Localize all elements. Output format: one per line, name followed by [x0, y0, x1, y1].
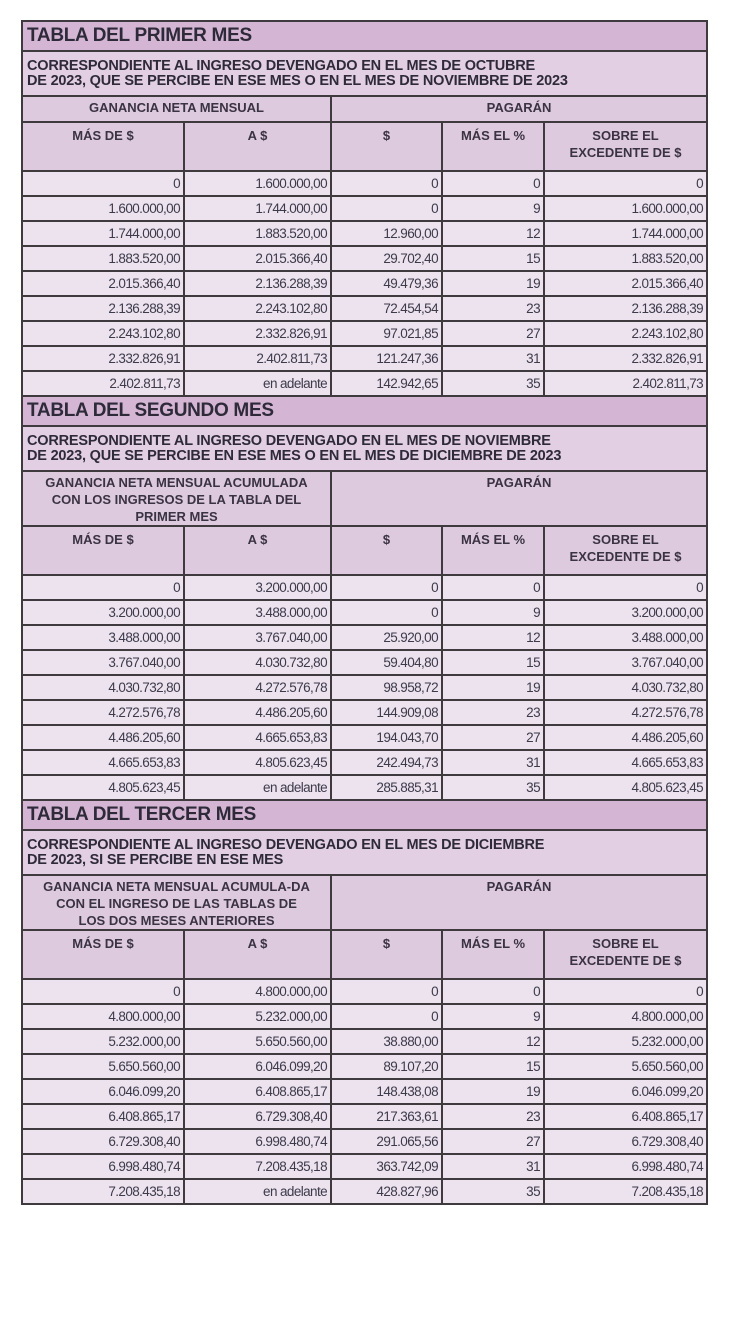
- cell-to: 4.030.732,80: [184, 650, 331, 675]
- cell-fixed-amount: 217.363,61: [331, 1104, 442, 1129]
- cell-fixed-amount: 25.920,00: [331, 625, 442, 650]
- header-fixed-amount: $: [331, 526, 442, 575]
- cell-to: 2.243.102,80: [184, 296, 331, 321]
- cell-excess-over: 2.015.366,40: [544, 271, 707, 296]
- subtitle-line-2: DE 2023, QUE SE PERCIBE EN ESE MES O EN EL MES DE NOVIEMBRE DE 2023: [27, 72, 568, 89]
- header-to: A $: [184, 930, 331, 979]
- cell-excess-over: 4.030.732,80: [544, 675, 707, 700]
- table-row: [22, 750, 707, 775]
- cell-excess-over: 4.800.000,00: [544, 1004, 707, 1029]
- column-header-row: [22, 122, 707, 171]
- cell-percent: 12: [442, 1029, 544, 1054]
- subtitle-line-1: CORRESPONDIENTE AL INGRESO DEVENGADO EN EL MES DE DICIEMBRE: [27, 836, 545, 853]
- cell-fixed-amount: 144.909,08: [331, 700, 442, 725]
- cell-percent: 23: [442, 700, 544, 725]
- group-pagaran: PAGARÁN: [331, 875, 707, 930]
- column-header-row: [22, 526, 707, 575]
- cell-fixed-amount: 363.742,09: [331, 1154, 442, 1179]
- cell-fixed-amount: 285.885,31: [331, 775, 442, 800]
- cell-from: 2.332.826,91: [22, 346, 184, 371]
- cell-to: 2.015.366,40: [184, 246, 331, 271]
- header-percent: MÁS EL %: [442, 930, 544, 979]
- cell-from: 4.805.623,45: [22, 775, 184, 800]
- table-subtitle: [22, 426, 707, 471]
- table-row: [22, 246, 707, 271]
- table-row: [22, 296, 707, 321]
- cell-percent: 0: [442, 575, 544, 600]
- table-row: [22, 1029, 707, 1054]
- table-title: TABLA DEL TERCER MES: [22, 800, 707, 830]
- cell-to: 6.998.480,74: [184, 1129, 331, 1154]
- cell-excess-over: 3.767.040,00: [544, 650, 707, 675]
- cell-from: 2.136.288,39: [22, 296, 184, 321]
- cell-excess-over: 5.232.000,00: [544, 1029, 707, 1054]
- cell-excess-over: 5.650.560,00: [544, 1054, 707, 1079]
- cell-excess-over: 6.408.865,17: [544, 1104, 707, 1129]
- table-row: [22, 221, 707, 246]
- cell-from: 6.046.099,20: [22, 1079, 184, 1104]
- cell-excess-over: 4.665.653,83: [544, 750, 707, 775]
- table-row: [22, 1129, 707, 1154]
- cell-from: 4.272.576,78: [22, 700, 184, 725]
- cell-to: 4.486.205,60: [184, 700, 331, 725]
- cell-percent: 27: [442, 1129, 544, 1154]
- cell-fixed-amount: 194.043,70: [331, 725, 442, 750]
- table-row: [22, 979, 707, 1004]
- header-fixed-amount: $: [331, 122, 442, 171]
- cell-excess-over: 6.998.480,74: [544, 1154, 707, 1179]
- cell-excess-over: 6.046.099,20: [544, 1079, 707, 1104]
- cell-percent: 12: [442, 221, 544, 246]
- cell-from: 4.030.732,80: [22, 675, 184, 700]
- cell-percent: 27: [442, 321, 544, 346]
- header-fixed-amount: $: [331, 930, 442, 979]
- cell-excess-over: 3.488.000,00: [544, 625, 707, 650]
- header-excess-over: SOBRE EL EXCEDENTE DE $: [544, 122, 707, 171]
- cell-from: 3.200.000,00: [22, 600, 184, 625]
- table-title: TABLA DEL PRIMER MES: [22, 21, 707, 51]
- table-subtitle-row: [22, 830, 707, 875]
- header-to: A $: [184, 526, 331, 575]
- cell-excess-over: 0: [544, 979, 707, 1004]
- cell-to: 4.665.653,83: [184, 725, 331, 750]
- header-percent: MÁS EL %: [442, 122, 544, 171]
- cell-fixed-amount: 142.942,65: [331, 371, 442, 396]
- cell-percent: 35: [442, 1179, 544, 1204]
- cell-excess-over: 1.600.000,00: [544, 196, 707, 221]
- cell-to: 1.600.000,00: [184, 171, 331, 196]
- cell-fixed-amount: 0: [331, 1004, 442, 1029]
- cell-from: 1.744.000,00: [22, 221, 184, 246]
- cell-from: 6.998.480,74: [22, 1154, 184, 1179]
- cell-from: 0: [22, 171, 184, 196]
- cell-from: 7.208.435,18: [22, 1179, 184, 1204]
- cell-fixed-amount: 242.494,73: [331, 750, 442, 775]
- table-title: TABLA DEL SEGUNDO MES: [22, 396, 707, 426]
- cell-percent: 9: [442, 196, 544, 221]
- cell-from: 0: [22, 575, 184, 600]
- group-ganancia: GANANCIA NETA MENSUAL ACUMULA-DA CON EL INGRESO DE LAS TABLAS DE LOS DOS MESES ANTERIORES: [22, 875, 331, 930]
- subtitle-line-1: CORRESPONDIENTE AL INGRESO DEVENGADO EN EL MES DE OCTUBRE: [27, 57, 535, 74]
- cell-fixed-amount: 72.454,54: [331, 296, 442, 321]
- cell-percent: 23: [442, 1104, 544, 1129]
- table-row: [22, 600, 707, 625]
- header-percent: MÁS EL %: [442, 526, 544, 575]
- cell-from: 2.015.366,40: [22, 271, 184, 296]
- cell-to: 1.883.520,00: [184, 221, 331, 246]
- cell-from: 3.767.040,00: [22, 650, 184, 675]
- cell-to: 2.136.288,39: [184, 271, 331, 296]
- cell-percent: 19: [442, 675, 544, 700]
- cell-fixed-amount: 428.827,96: [331, 1179, 442, 1204]
- table-row: [22, 1079, 707, 1104]
- table-row: [22, 1154, 707, 1179]
- cell-to: 1.744.000,00: [184, 196, 331, 221]
- table-row: [22, 675, 707, 700]
- cell-to: 4.805.623,45: [184, 750, 331, 775]
- subtitle-line-2: DE 2023, SI SE PERCIBE EN ESE MES: [27, 851, 284, 868]
- cell-to: 5.650.560,00: [184, 1029, 331, 1054]
- cell-to: 6.729.308,40: [184, 1104, 331, 1129]
- group-header-row: [22, 96, 707, 122]
- table-title-row: [22, 21, 707, 51]
- cell-from: 5.650.560,00: [22, 1054, 184, 1079]
- cell-fixed-amount: 12.960,00: [331, 221, 442, 246]
- table-title-row: [22, 396, 707, 426]
- cell-from: 4.800.000,00: [22, 1004, 184, 1029]
- group-pagaran: PAGARÁN: [331, 96, 707, 122]
- cell-percent: 31: [442, 346, 544, 371]
- cell-excess-over: 6.729.308,40: [544, 1129, 707, 1154]
- header-from: MÁS DE $: [22, 526, 184, 575]
- table-row: [22, 1104, 707, 1129]
- cell-to: 7.208.435,18: [184, 1154, 331, 1179]
- header-from: MÁS DE $: [22, 930, 184, 979]
- table-row: [22, 196, 707, 221]
- header-to: A $: [184, 122, 331, 171]
- cell-excess-over: 2.402.811,73: [544, 371, 707, 396]
- cell-excess-over: 1.744.000,00: [544, 221, 707, 246]
- cell-to: en adelante: [184, 775, 331, 800]
- cell-fixed-amount: 121.247,36: [331, 346, 442, 371]
- column-header-row: [22, 930, 707, 979]
- cell-percent: 27: [442, 725, 544, 750]
- cell-percent: 31: [442, 750, 544, 775]
- table-row: [22, 271, 707, 296]
- group-pagaran: PAGARÁN: [331, 471, 707, 526]
- cell-percent: 15: [442, 650, 544, 675]
- cell-percent: 23: [442, 296, 544, 321]
- table-row: [22, 725, 707, 750]
- tax-tables: [21, 20, 706, 1205]
- group-ganancia: GANANCIA NETA MENSUAL ACUMULADA CON LOS INGRESOS DE LA TABLA DEL PRIMER MES: [22, 471, 331, 526]
- table-row: [22, 321, 707, 346]
- table-subtitle-row: [22, 51, 707, 96]
- cell-percent: 12: [442, 625, 544, 650]
- table-row: [22, 1179, 707, 1204]
- cell-percent: 15: [442, 1054, 544, 1079]
- table-row: [22, 650, 707, 675]
- table-row: [22, 575, 707, 600]
- cell-excess-over: 2.332.826,91: [544, 346, 707, 371]
- table-row: [22, 700, 707, 725]
- subtitle-line-2: DE 2023, QUE SE PERCIBE EN ESE MES O EN EL MES DE DICIEMBRE DE 2023: [27, 447, 562, 464]
- cell-percent: 9: [442, 1004, 544, 1029]
- cell-to: en adelante: [184, 1179, 331, 1204]
- group-header-row: [22, 471, 707, 526]
- cell-excess-over: 4.272.576,78: [544, 700, 707, 725]
- cell-from: 6.729.308,40: [22, 1129, 184, 1154]
- table-row: [22, 171, 707, 196]
- header-excess-over: SOBRE EL EXCEDENTE DE $: [544, 526, 707, 575]
- cell-from: 1.600.000,00: [22, 196, 184, 221]
- table-row: [22, 625, 707, 650]
- cell-percent: 9: [442, 600, 544, 625]
- cell-from: 6.408.865,17: [22, 1104, 184, 1129]
- table-subtitle: [22, 830, 707, 875]
- cell-from: 3.488.000,00: [22, 625, 184, 650]
- table-row: [22, 1004, 707, 1029]
- cell-fixed-amount: 97.021,85: [331, 321, 442, 346]
- group-header-row: [22, 875, 707, 930]
- cell-fixed-amount: 0: [331, 979, 442, 1004]
- cell-excess-over: 4.805.623,45: [544, 775, 707, 800]
- cell-from: 1.883.520,00: [22, 246, 184, 271]
- cell-fixed-amount: 98.958,72: [331, 675, 442, 700]
- cell-percent: 15: [442, 246, 544, 271]
- table-subtitle-row: [22, 426, 707, 471]
- cell-fixed-amount: 0: [331, 171, 442, 196]
- cell-fixed-amount: 59.404,80: [331, 650, 442, 675]
- cell-from: 2.243.102,80: [22, 321, 184, 346]
- cell-from: 5.232.000,00: [22, 1029, 184, 1054]
- cell-to: 3.200.000,00: [184, 575, 331, 600]
- cell-to: 6.046.099,20: [184, 1054, 331, 1079]
- cell-to: 2.332.826,91: [184, 321, 331, 346]
- table-row: [22, 775, 707, 800]
- cell-percent: 0: [442, 979, 544, 1004]
- cell-to: 4.272.576,78: [184, 675, 331, 700]
- cell-to: 3.488.000,00: [184, 600, 331, 625]
- cell-excess-over: 2.136.288,39: [544, 296, 707, 321]
- cell-to: en adelante: [184, 371, 331, 396]
- cell-to: 4.800.000,00: [184, 979, 331, 1004]
- cell-excess-over: 7.208.435,18: [544, 1179, 707, 1204]
- cell-to: 6.408.865,17: [184, 1079, 331, 1104]
- cell-fixed-amount: 89.107,20: [331, 1054, 442, 1079]
- table-row: [22, 1054, 707, 1079]
- table-title-row: [22, 800, 707, 830]
- cell-excess-over: 4.486.205,60: [544, 725, 707, 750]
- cell-percent: 31: [442, 1154, 544, 1179]
- cell-percent: 19: [442, 271, 544, 296]
- cell-fixed-amount: 0: [331, 196, 442, 221]
- cell-fixed-amount: 291.065,56: [331, 1129, 442, 1154]
- cell-excess-over: 3.200.000,00: [544, 600, 707, 625]
- cell-percent: 35: [442, 371, 544, 396]
- cell-percent: 35: [442, 775, 544, 800]
- cell-from: 4.486.205,60: [22, 725, 184, 750]
- cell-excess-over: 0: [544, 575, 707, 600]
- table-row: [22, 371, 707, 396]
- group-ganancia: GANANCIA NETA MENSUAL: [22, 96, 331, 122]
- subtitle-line-1: CORRESPONDIENTE AL INGRESO DEVENGADO EN EL MES DE NOVIEMBRE: [27, 432, 551, 449]
- cell-percent: 0: [442, 171, 544, 196]
- cell-percent: 19: [442, 1079, 544, 1104]
- cell-from: 4.665.653,83: [22, 750, 184, 775]
- tax-table: [21, 20, 708, 1205]
- header-excess-over: SOBRE EL EXCEDENTE DE $: [544, 930, 707, 979]
- cell-to: 3.767.040,00: [184, 625, 331, 650]
- cell-to: 5.232.000,00: [184, 1004, 331, 1029]
- cell-excess-over: 2.243.102,80: [544, 321, 707, 346]
- cell-fixed-amount: 148.438,08: [331, 1079, 442, 1104]
- cell-fixed-amount: 0: [331, 600, 442, 625]
- table-row: [22, 346, 707, 371]
- cell-to: 2.402.811,73: [184, 346, 331, 371]
- cell-fixed-amount: 0: [331, 575, 442, 600]
- cell-from: 0: [22, 979, 184, 1004]
- cell-fixed-amount: 38.880,00: [331, 1029, 442, 1054]
- cell-excess-over: 0: [544, 171, 707, 196]
- cell-from: 2.402.811,73: [22, 371, 184, 396]
- cell-excess-over: 1.883.520,00: [544, 246, 707, 271]
- cell-fixed-amount: 49.479,36: [331, 271, 442, 296]
- cell-fixed-amount: 29.702,40: [331, 246, 442, 271]
- table-subtitle: [22, 51, 707, 96]
- header-from: MÁS DE $: [22, 122, 184, 171]
